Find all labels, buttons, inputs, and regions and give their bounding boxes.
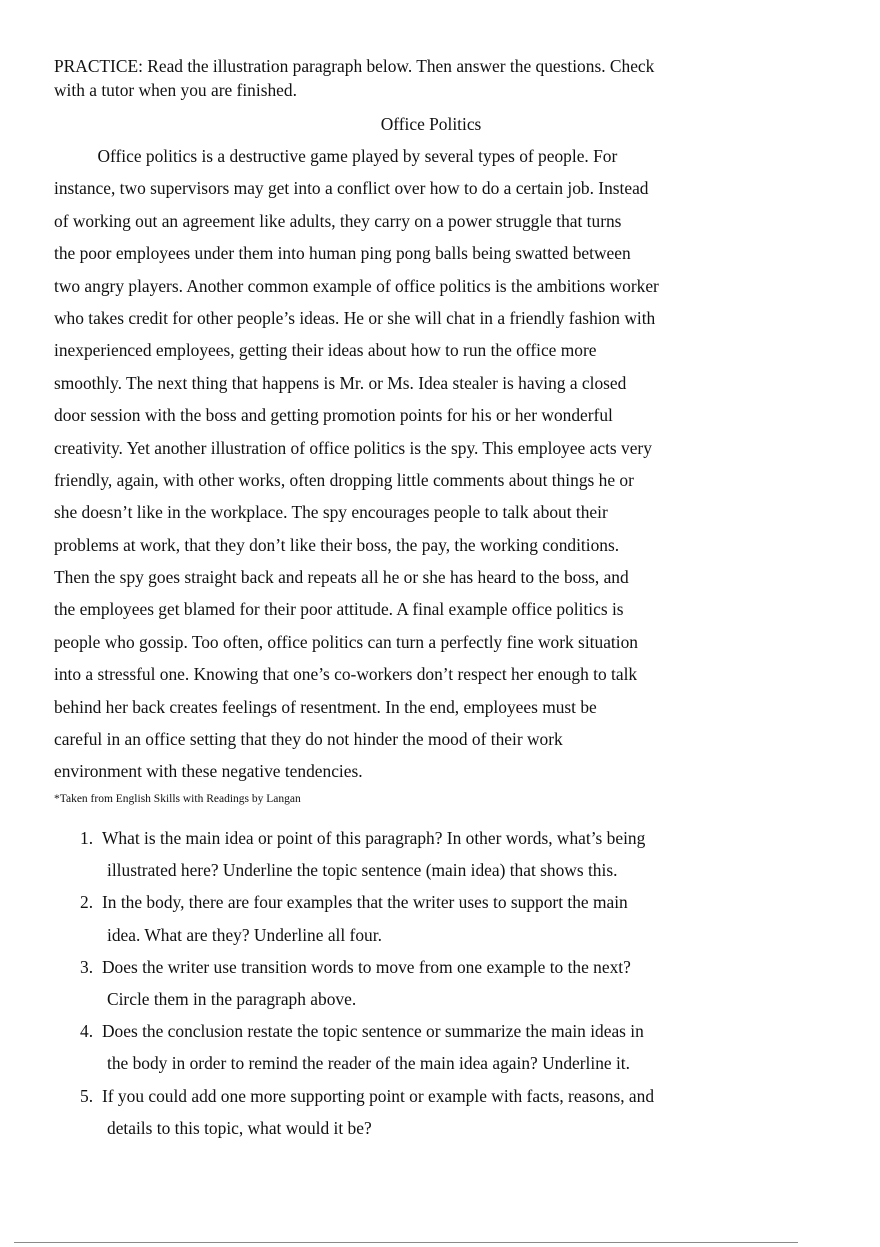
question-line [80,1083,654,1115]
question-item [80,1083,654,1147]
question-text: Does the writer use transition words to move from one example to the next? [102,956,631,977]
question-item [80,954,654,1018]
paragraph-line: two angry players. Another common example of office politics is the ambitions worker [54,275,659,296]
question-line [80,954,654,986]
illustration-paragraph [54,143,659,791]
paragraph-line: of working out an agreement like adults, they carry on a power struggle that turns [54,210,622,231]
paragraph-line: Office politics is a destructive game played by several types of people. For [54,146,618,166]
question-line [80,825,654,857]
question-line [80,889,654,921]
paragraph-line: instance, two supervisors may get into a conflict over how to do a certain job. Instead [54,178,649,199]
question-text-continued: details to this topic, what would it be? [107,1117,372,1138]
instruction-line: with a tutor when you are finished. [54,80,297,100]
question-number: 1. [80,828,94,848]
question-item [80,825,654,889]
source-note: *Taken from English Skills with Readings by Langan [54,793,301,805]
paragraph-line: she doesn’t like in the workplace. The spy encourages people to talk about their [54,502,608,523]
question-text-continued: illustrated here? Underline the topic sentence (main idea) that shows this. [107,860,618,881]
question-text-continued: the body in order to remind the reader of the main idea again? Underline it. [107,1053,630,1074]
paragraph-line: Then the spy goes straight back and repeats all he or she has heard to the boss, and [54,567,629,588]
page-title: Office Politics [380,114,482,134]
paragraph-line: the poor employees under them into human ping pong balls being swatted between [54,243,631,264]
question-text: If you could add one more supporting point or example with facts, reasons, and [102,1085,655,1106]
question-number: 5. [80,1085,94,1106]
paragraph-line: problems at work, that they don’t like their boss, the pay, the working conditions. [54,534,620,555]
footer-divider [14,1242,798,1243]
practice-instructions [54,54,694,102]
question-text: What is the main idea or point of this paragraph? In other words, what’s being [102,828,646,848]
question-item [80,1018,654,1082]
paragraph-line: creativity. Yet another illustration of office politics is the spy. This employee acts very [54,437,652,458]
paragraph-line: who takes credit for other people’s ideas. He or she will chat in a friendly fashion with [54,307,656,328]
paragraph-line: friendly, again, with other works, often dropping little comments about things he or [54,469,634,490]
question-number: 2. [80,892,94,913]
question-number: 3. [80,956,94,977]
paragraph-line: careful in an office setting that they do not hinder the mood of their work [54,729,563,750]
paragraph-line: into a stressful one. Knowing that one’s co-workers don’t respect her enough to talk [54,664,638,685]
question-text: Does the conclusion restate the topic sentence or summarize the main ideas in [102,1021,644,1042]
question-line [80,1018,654,1050]
question-item [80,889,654,953]
paragraph-line: people who gossip. Too often, office politics can turn a perfectly fine work situation [54,631,638,652]
question-list [80,825,654,1147]
paragraph-line: environment with these negative tendencies. [54,761,363,782]
question-text-continued: Circle them in the paragraph above. [107,988,357,1009]
paragraph-line: inexperienced employees, getting their ideas about how to run the office more [54,340,597,361]
instruction-line: PRACTICE: Read the illustration paragraph below. Then answer the questions. Check [54,56,655,76]
question-text-continued: idea. What are they? Underline all four. [107,924,382,945]
question-number: 4. [80,1021,94,1042]
paragraph-line: behind her back creates feelings of resentment. In the end, employees must be [54,696,597,717]
question-text: In the body, there are four examples that the writer uses to support the main [102,892,628,913]
paragraph-line: smoothly. The next thing that happens is Mr. or Ms. Idea stealer is having a closed [54,372,627,393]
paragraph-line: the employees get blamed for their poor attitude. A final example office politics is [54,599,624,620]
paragraph-line: door session with the boss and getting promotion points for his or her wonderful [54,405,613,426]
